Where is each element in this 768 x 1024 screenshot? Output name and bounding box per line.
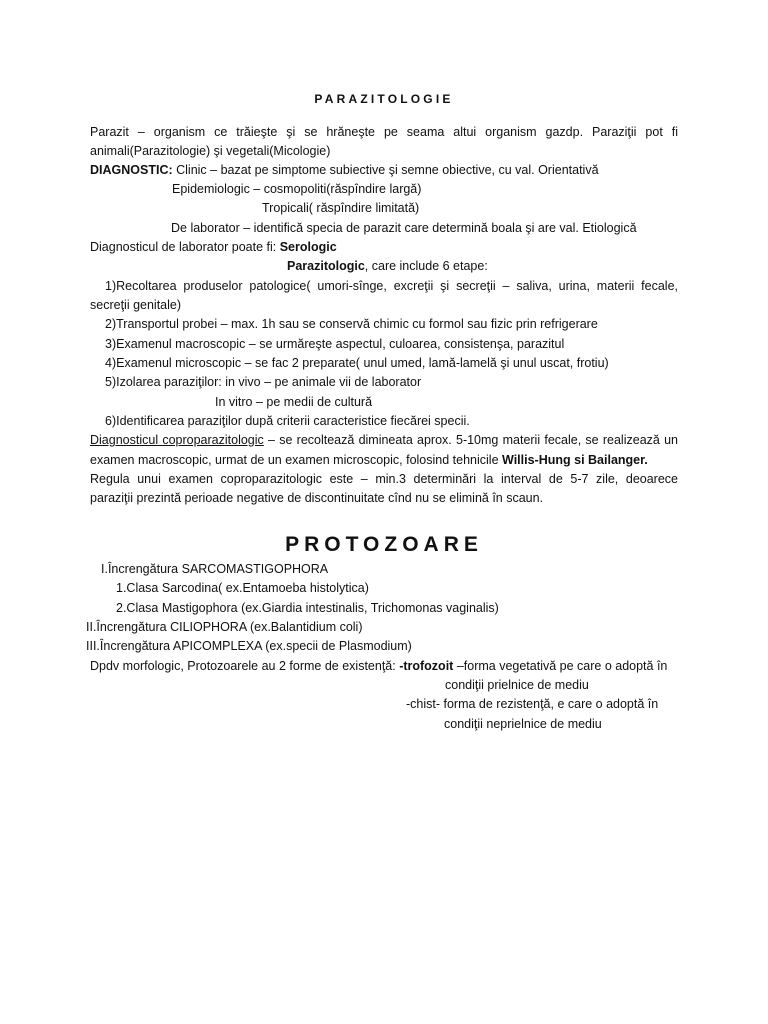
class-i: I.Încrengătura SARCOMASTIGOPHORA [101,562,329,576]
copro-line-1 [90,432,678,448]
class-1: 1.Clasa Sarcodina( ex.Entamoeba histolytica) [116,581,369,595]
trofozoit-label: -trofozoit [399,659,454,673]
copro-text-2: examen macroscopic, urmat de un examen microscopic, folosind tehnicile [90,453,502,467]
step-2: 2)Transportul probei – max. 1h sau se conservă chimic cu formol sau fizic prin refrigerare [105,317,598,331]
step-3: 3)Examenul macroscopic – se urmăreşte aspectul, culoarea, consistenşa, parazitul [105,337,565,351]
forms-intro [90,658,667,674]
step-1-line-2: secreţii genitale) [90,298,182,312]
section-title-protozoare: PROTOZOARE [285,533,483,556]
step-6: 6)Identificarea paraziţilor după criterii caracteristice fiecărei specii. [105,414,470,428]
copro-text-1: – se recoltează dimineata aprox. 5-10mg materii fecale, se realizează un [263,433,678,447]
diagnostic-clinic-text: Clinic – bazat pe simptome subiective şi semne obiective, cu val. Orientativă [172,163,599,177]
step-5: 5)Izolarea paraziţilor: in vivo – pe animale vii de laborator [105,375,422,389]
diagnostic-epidemiologic: Epidemiologic – cosmopoliti(răspîndire largă) [172,182,422,196]
definition-line-1: Parazit – organism ce trăieşte şi se hrăneşte pe seama altui organism gazdp. Paraziţii pot fi [90,125,678,139]
parazitologic-label: Parazitologic [287,259,365,273]
trofozoit-conditions: condiţii prielnice de mediu [445,678,589,692]
diagnostic-clinic [90,162,599,178]
diagnostic-tropical: Tropicali( răspîndire limitată) [262,201,420,215]
class-iii: III.Încrengătura APICOMPLEXA (ex.specii de Plasmodium) [86,639,412,653]
diagnostic-parazitologic [287,258,488,274]
serologic-label: Serologic [279,240,337,254]
copro-si: si [570,453,589,467]
class-ii: II.Încrengătura CILIOPHORA (ex.Balantidium coli) [86,620,363,634]
copro-rule-2: paraziţii prezintă perioade negative de discontinuitate cînd nu se elimină în scaun. [90,491,544,505]
diagnostic-label: DIAGNOSTIC: [90,163,173,177]
willis-hung: Willis-Hung [502,453,571,467]
parazitologic-rest: , care include 6 etape: [364,259,488,273]
step-5-in-vitro: In vitro – pe medii de cultură [215,395,373,409]
forms-intro-text: Dpdv morfologic, Protozoarele au 2 forme de existenţă: [90,659,400,673]
bailanger: Bailanger. [588,453,648,467]
step-4: 4)Examenul microscopic – se fac 2 preparate( unul umed, lamă-lamelă şi unul uscat, frotiu) [105,356,609,370]
definition-line-2: animali(Parazitologie) şi vegetali(Micologie) [90,144,331,158]
diagnostic-laboratory: De laborator – identifică specia de parazit care determină boala şi are val. Etiologică [171,221,637,235]
copro-label: Diagnosticul coproparazitologic [90,433,264,447]
class-2: 2.Clasa Mastigophora (ex.Giardia intestinalis, Trichomonas vaginalis) [116,601,499,615]
lab-intro-text: Diagnosticul de laborator poate fi: [90,240,280,254]
step-1-line-1: 1)Recoltarea produselor patologice( umori-sînge, excreţii şi secreţii – saliva, urina, materii fecale, [105,279,678,293]
chist-definition: -chist- forma de rezistenţă, e care o adoptă în [406,697,659,711]
chist-conditions: condiţii neprielnice de mediu [444,717,602,731]
diagnostic-lab-intro [90,239,337,255]
copro-line-2 [90,452,648,468]
page-title: PARAZITOLOGIE [314,92,454,106]
copro-rule-1: Regula unui examen coproparazitologic este – min.3 determinări la interval de 5-7 zile, deoarece [90,472,678,486]
trofozoit-rest: –forma vegetativă pe care o adoptă în [453,659,668,673]
